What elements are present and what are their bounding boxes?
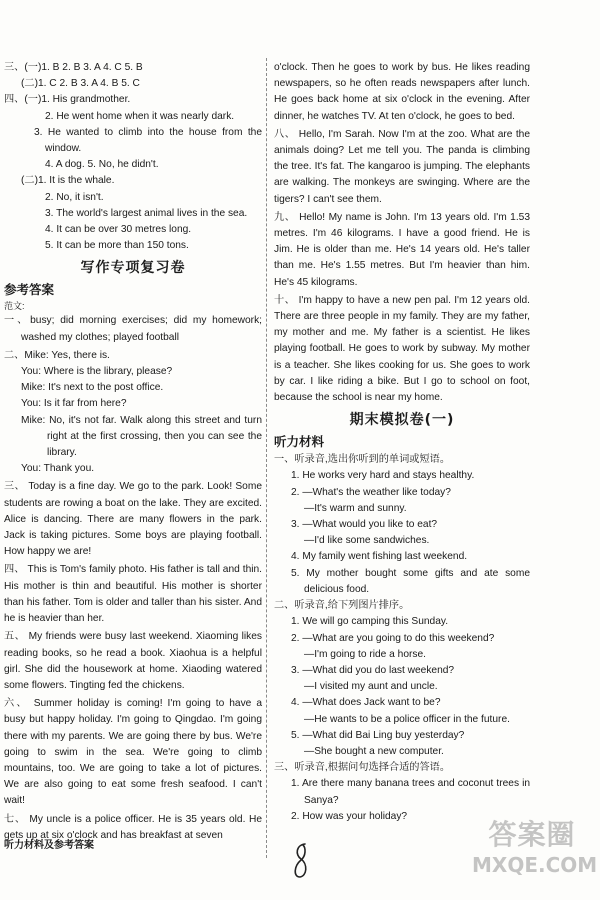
listening-materials-heading: 听力材料 (274, 434, 325, 450)
reference-answers-heading: 参考答案 (4, 282, 55, 298)
question-heading: 二、听录音,给下列图片排序。 (274, 600, 410, 612)
dialogue-line: Mike: No, it's not far. Walk along this street and turn right at the first crossing, then you can see the library. (21, 414, 262, 459)
left-column (4, 60, 262, 844)
essay-six: 六、 Summer holiday is coming! I'm going to have a busy but happy holiday. I'm going to Qingdao. I'm going there with my parents. We are going there by bus. We're going to swim in the sea. We're going to climb mountains, too. We are going to take a lot of pictures. We are also going to eat some fresh seafood. I can't wait! (4, 698, 262, 807)
listening-line: —I'd like some sandwiches. (304, 535, 430, 547)
answer-line: (二)1. It is the whale. (21, 175, 115, 187)
watermark-logo-text: 答案圈 (488, 818, 576, 851)
listening-line: 2. —What are you going to do this weekend? (291, 632, 495, 644)
handwritten-page-number (292, 842, 310, 880)
listening-line: 4. My family went fishing last weekend. (291, 551, 468, 563)
dialogue-line: 二、Mike: Yes, there is. (4, 349, 110, 361)
dialogue-line: Mike: It's next to the post office. (21, 382, 164, 394)
listening-line: 1. Are there many banana trees and coconut trees in Sanya? (291, 778, 530, 806)
dialogue-line: You: Thank you. (21, 463, 95, 475)
writing-section-title: 写作专项复习卷 (80, 260, 186, 277)
essay-five: 五、 My friends were busy last weekend. Xiaoming likes reading books, so he read a book. Xiaohua is a helpful girl. She did the housework at home. Xiaoding watered some flowers. Tingting fed the chickens. (4, 631, 262, 691)
question-heading: 一、听录音,选出你听到的单词或短语。 (274, 454, 451, 466)
essay-three: 三、 Today is a fine day. We go to the park. Look! Some students are rowing a boat on the lake. They are excited. Alice is dancing. There are many flowers in the park. Jack is taking pictures. Some boys are playing football. How happy we are! (4, 481, 262, 558)
essay-ten: 十、 I'm happy to have a new pen pal. I'm 12 years old. There are three people in my family. They are my father, my mother and me. My father is a scientist. He likes playing football. He goes to work by subway. My mother is a teacher. She likes cooking for us. She goes to work by car. I like riding a bike. But I go to school on foot, because the school is near my home. (274, 294, 530, 404)
listening-line: 3. —What did you do last weekend? (291, 664, 455, 676)
answer-line: 4. A dog. 5. No, he didn't. (45, 159, 159, 171)
essay-nine: 九、 Hello! My name is John. I'm 13 years old. I'm 1.53 metres. I'm 46 kilograms. I have a good friend. He is Jim. He is older than me. He's 14 years old. He's taller than me. He's 1.55 metres. But I'm heavier than him. He's 45 kilograms. (274, 211, 530, 288)
listening-line: 4. —What does Jack want to be? (291, 697, 441, 709)
answer-line: 2. No, it isn't. (45, 191, 104, 203)
footer-label: 听力材料及参考答案 (4, 840, 94, 851)
watermark (472, 818, 598, 894)
essay-four: 四、 This is Tom's family photo. His father is tall and thin. His mother is thin and beautiful. His mother is shorter than his father. Tom is older and taller than his sister. And he is heavier than her. (4, 564, 262, 625)
answer-line: 3. He wanted to climb into the house from the window. (34, 126, 262, 155)
listening-line: 2. —What's the weather like today? (291, 486, 451, 498)
listening-line: —I'm going to ride a horse. (304, 648, 426, 660)
exam-title: 期末模拟卷(一) (349, 412, 455, 429)
listening-line: 5. —What did Bai Ling buy yesterday? (291, 729, 465, 741)
listening-line: —He wants to be a police officer in the future. (304, 713, 510, 725)
listening-line: —She bought a new computer. (304, 745, 444, 757)
listening-line: 1. He works very hard and stays healthy. (291, 470, 475, 482)
listening-line: 1. We will go camping this Sunday. (291, 616, 449, 628)
answer-line: 4. It can be over 30 metres long. (45, 224, 192, 236)
watermark-url: MXQE.COM (472, 853, 598, 877)
listening-line: 3. —What would you like to eat? (291, 519, 438, 531)
dialogue-line: You: Where is the library, please? (21, 366, 173, 378)
column-divider (266, 58, 267, 858)
answer-line: (二)1. C 2. B 3. A 4. B 5. C (21, 78, 140, 90)
answer-line: 3. The world's largest animal lives in the sea. (45, 207, 248, 219)
answer-line: 四、(一)1. His grandmother. (4, 94, 131, 106)
answer-line: 5. It can be more than 150 tons. (45, 240, 189, 252)
listening-line: —It's warm and sunny. (304, 502, 407, 514)
listening-line: 5. My mother bought some gifts and ate some delicious food. (291, 567, 530, 595)
right-column (274, 60, 530, 825)
question-heading: 三、听录音,根据问句选择合适的答语。 (274, 762, 451, 774)
listening-line: 2. How was your holiday? (291, 810, 408, 822)
essay-eight: 八、 Hello, I'm Sarah. Now I'm at the zoo. What are the animals doing? Let me tell you. The panda is climbing the tree. It's fat. The kangaroo is jumping. The elephants are walking. The monkeys are swinging. Where are the tigers? I can't see them. (274, 128, 530, 205)
answer-line: 2. He went home when it was nearly dark. (45, 110, 235, 122)
answer-line: 三、(一)1. B 2. B 3. A 4. C 5. B (4, 62, 143, 73)
listening-line: —I visited my aunt and uncle. (304, 681, 438, 693)
dialogue-line: You: Is it far from here? (21, 398, 127, 410)
essay-seven: 七、 My uncle is a police officer. He is 35 years old. He gets up at six o'clock and has breakfast at seven (4, 813, 262, 841)
sample-essay-label: 范文: (4, 301, 25, 312)
essay-one: 一、busy; did morning exercises; did my homework; washed my clothes; played football (4, 315, 262, 343)
essay-seven-continued: o'clock. Then he goes to work by bus. He likes reading newspapers, so he often reads newspapers after lunch. He goes back home at six o'clock in the evening. After dinner, he watches TV. At ten o'clock, he goes to bed. (274, 62, 530, 122)
